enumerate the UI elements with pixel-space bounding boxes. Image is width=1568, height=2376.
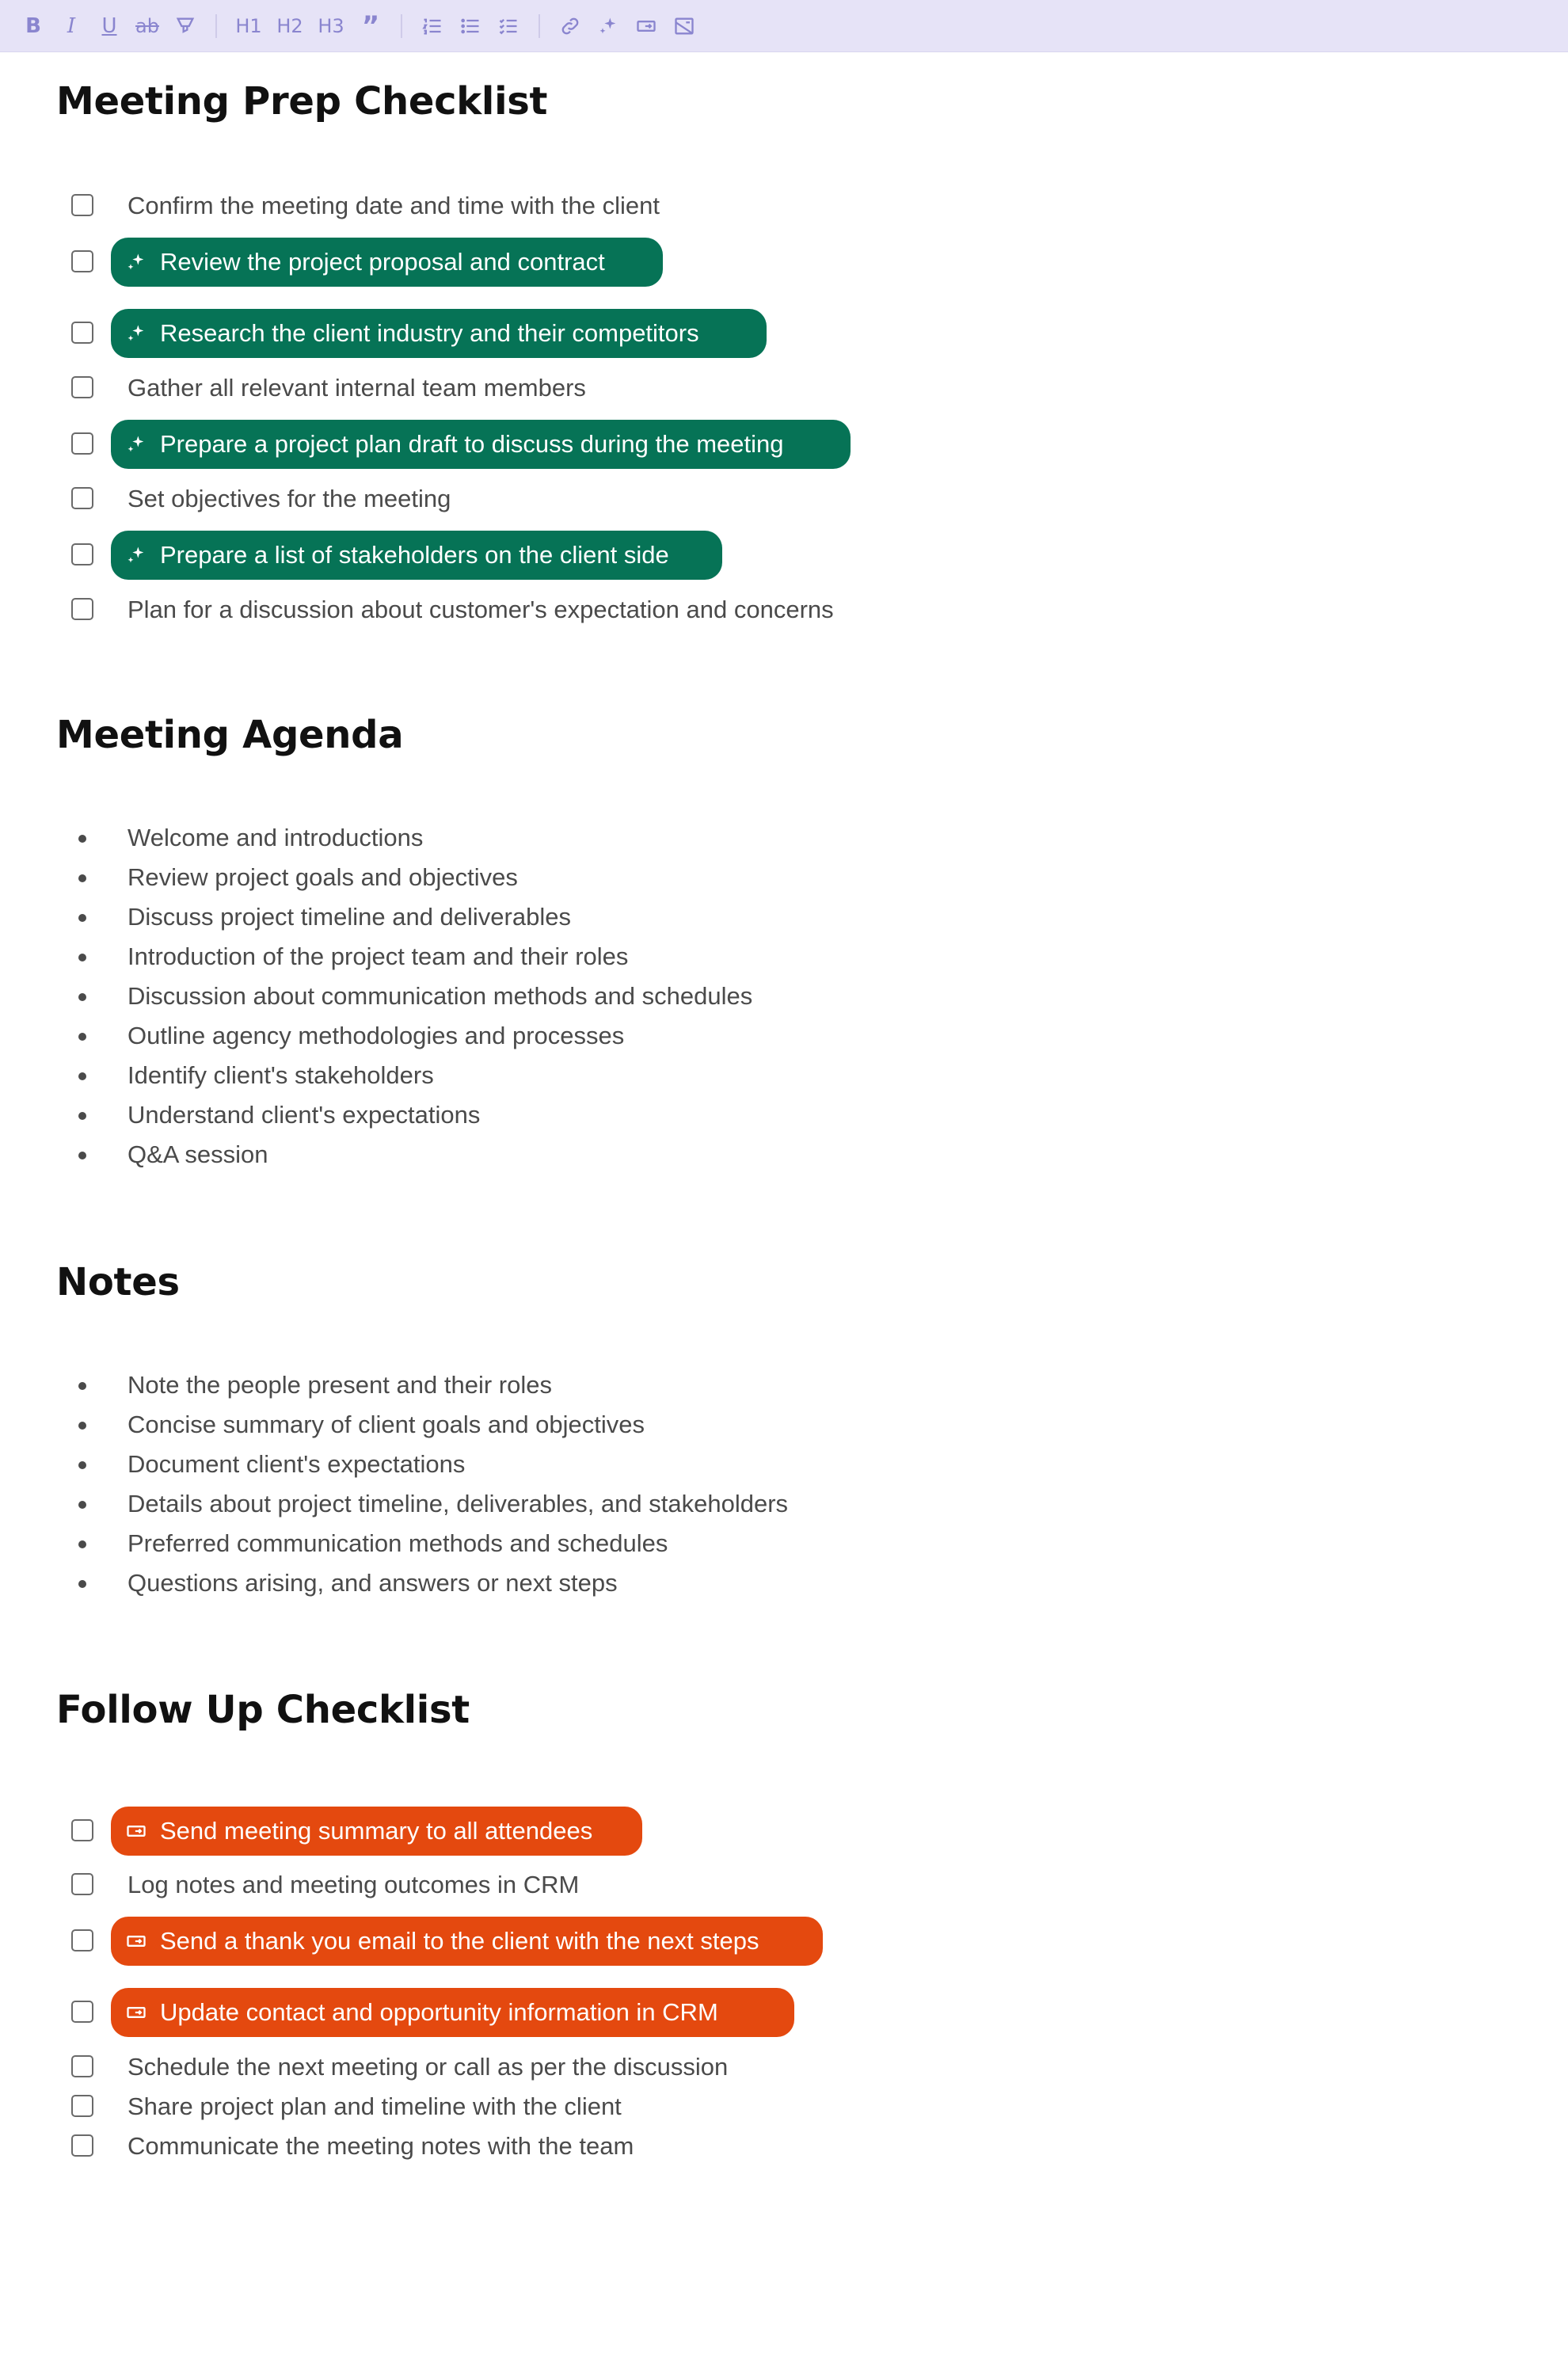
sparkle-icon: [125, 322, 147, 345]
heading3-button[interactable]: H3: [318, 14, 344, 37]
checklist-item-text: Schedule the next meeting or call as per the discussion: [127, 2053, 729, 2081]
action-task-label: Update contact and opportunity information in CRM: [160, 1998, 718, 2026]
bullet-icon: [78, 1580, 86, 1588]
action-button[interactable]: [630, 10, 662, 42]
italic-button[interactable]: I: [67, 13, 76, 38]
highlight-button[interactable]: [169, 10, 201, 42]
heading2-button[interactable]: H2: [276, 14, 303, 37]
bullet-icon: [78, 1382, 86, 1390]
action-task-label: Send meeting summary to all attendees: [160, 1817, 593, 1845]
action-icon: [125, 1820, 147, 1842]
section-title-prep: Meeting Prep Checklist: [56, 79, 548, 124]
list-item-text: Introduction of the project team and their roles: [127, 942, 629, 970]
task-checkbox[interactable]: [71, 2134, 93, 2157]
bullet-icon: [78, 1072, 86, 1080]
sparkle-icon: [125, 251, 147, 273]
list-item-text: Identify client's stakeholders: [127, 1061, 434, 1089]
list-item-text: Discuss project timeline and deliverables: [127, 903, 571, 931]
list-item-text: Questions arising, and answers or next steps: [127, 1569, 618, 1597]
task-checkbox[interactable]: [71, 1929, 93, 1951]
bullet-icon: [78, 1461, 86, 1469]
task-checkbox[interactable]: [71, 2095, 93, 2117]
bullet-icon: [78, 835, 86, 843]
checklist-item-text: Set objectives for the meeting: [127, 485, 451, 512]
action-task-pill[interactable]: [111, 1807, 642, 1856]
bullet-icon: [78, 954, 86, 961]
task-checkbox[interactable]: [71, 194, 93, 216]
ai-task-label: Review the project proposal and contract: [160, 248, 605, 276]
quote-button[interactable]: ”: [361, 10, 380, 42]
bullet-icon: [78, 993, 86, 1001]
list-item-text: Outline agency methodologies and processes: [127, 1022, 625, 1049]
bold-button[interactable]: B: [25, 13, 41, 38]
action-icon: [635, 15, 657, 37]
image-button[interactable]: [668, 10, 700, 42]
task-checkbox[interactable]: [71, 432, 93, 455]
heading1-button[interactable]: H1: [235, 14, 262, 37]
task-checkbox[interactable]: [71, 2001, 93, 2023]
ai-task-label: Prepare a project plan draft to discuss during the meeting: [160, 430, 784, 458]
list-item-text: Concise summary of client goals and objectives: [127, 1411, 645, 1438]
sparkle-icon: [125, 433, 147, 455]
ai-task-pill[interactable]: [111, 309, 767, 358]
task-checkbox[interactable]: [71, 1873, 93, 1895]
image-icon: [673, 15, 695, 37]
bullet-list-icon: [459, 15, 481, 37]
list-item-text: Discussion about communication methods and schedules: [127, 982, 753, 1010]
link-button[interactable]: [554, 10, 586, 42]
toolbar-divider: [401, 14, 402, 38]
checklist-item-text: Log notes and meeting outcomes in CRM: [127, 1871, 580, 1898]
task-checkbox[interactable]: [71, 598, 93, 620]
bullet-icon: [78, 1152, 86, 1159]
ai-task-pill[interactable]: [111, 531, 722, 580]
task-checkbox[interactable]: [71, 1819, 93, 1841]
task-checkbox[interactable]: [71, 487, 93, 509]
bullet-icon: [78, 1501, 86, 1509]
underline-button[interactable]: U: [101, 13, 117, 38]
checklist-item-text: Communicate the meeting notes with the team: [127, 2132, 634, 2160]
checklist-item-text: Confirm the meeting date and time with the client: [127, 192, 660, 219]
ai-task-label: Prepare a list of stakeholders on the client side: [160, 541, 669, 569]
task-checkbox[interactable]: [71, 543, 93, 565]
action-icon: [125, 2001, 147, 2024]
ai-assist-button[interactable]: [592, 10, 624, 42]
sparkle-icon: [597, 15, 619, 37]
checklist-button[interactable]: [493, 10, 524, 42]
numbered-list-icon: [421, 15, 443, 37]
ai-task-pill[interactable]: [111, 420, 851, 469]
list-item-text: Details about project timeline, deliverables, and stakeholders: [127, 1490, 789, 1517]
task-checkbox[interactable]: [71, 322, 93, 344]
toolbar-divider: [215, 14, 217, 38]
highlighter-icon: [174, 15, 196, 37]
ai-task-label: Research the client industry and their competitors: [160, 319, 699, 347]
list-item-text: Preferred communication methods and schedules: [127, 1529, 668, 1557]
checklist-item-text: Share project plan and timeline with the client: [127, 2092, 622, 2120]
action-task-pill[interactable]: [111, 1917, 823, 1966]
bullet-icon: [78, 874, 86, 882]
checklist-icon: [497, 15, 519, 37]
list-item-text: Note the people present and their roles: [127, 1371, 552, 1399]
toolbar-divider: [539, 14, 540, 38]
numbered-list-button[interactable]: [417, 10, 448, 42]
sparkle-icon: [125, 544, 147, 566]
action-task-label: Send a thank you email to the client with the next steps: [160, 1927, 759, 1955]
checklist-item-text: Gather all relevant internal team members: [127, 374, 586, 402]
bullet-icon: [78, 914, 86, 922]
section-title-followup: Follow Up Checklist: [56, 1688, 470, 1732]
list-item-text: Q&A session: [127, 1140, 268, 1168]
bullet-icon: [78, 1033, 86, 1041]
task-checkbox[interactable]: [71, 2055, 93, 2077]
link-icon: [559, 15, 581, 37]
section-title-agenda: Meeting Agenda: [56, 713, 404, 757]
ai-task-pill[interactable]: [111, 238, 663, 287]
bullet-list-button[interactable]: [455, 10, 486, 42]
action-task-pill[interactable]: [111, 1988, 794, 2037]
list-item-text: Review project goals and objectives: [127, 863, 518, 891]
task-checkbox[interactable]: [71, 250, 93, 272]
section-title-notes: Notes: [56, 1260, 180, 1304]
editor-toolbar: [0, 0, 1568, 52]
strikethrough-button[interactable]: ab: [135, 14, 159, 37]
checklist-item-text: Plan for a discussion about customer's expectation and concerns: [127, 596, 834, 623]
list-item-text: Welcome and introductions: [127, 824, 424, 851]
list-item-text: Understand client's expectations: [127, 1101, 481, 1129]
bullet-icon: [78, 1540, 86, 1548]
action-icon: [125, 1930, 147, 1952]
list-item-text: Document client's expectations: [127, 1450, 466, 1478]
task-checkbox[interactable]: [71, 376, 93, 398]
bullet-icon: [78, 1112, 86, 1120]
bullet-icon: [78, 1422, 86, 1430]
